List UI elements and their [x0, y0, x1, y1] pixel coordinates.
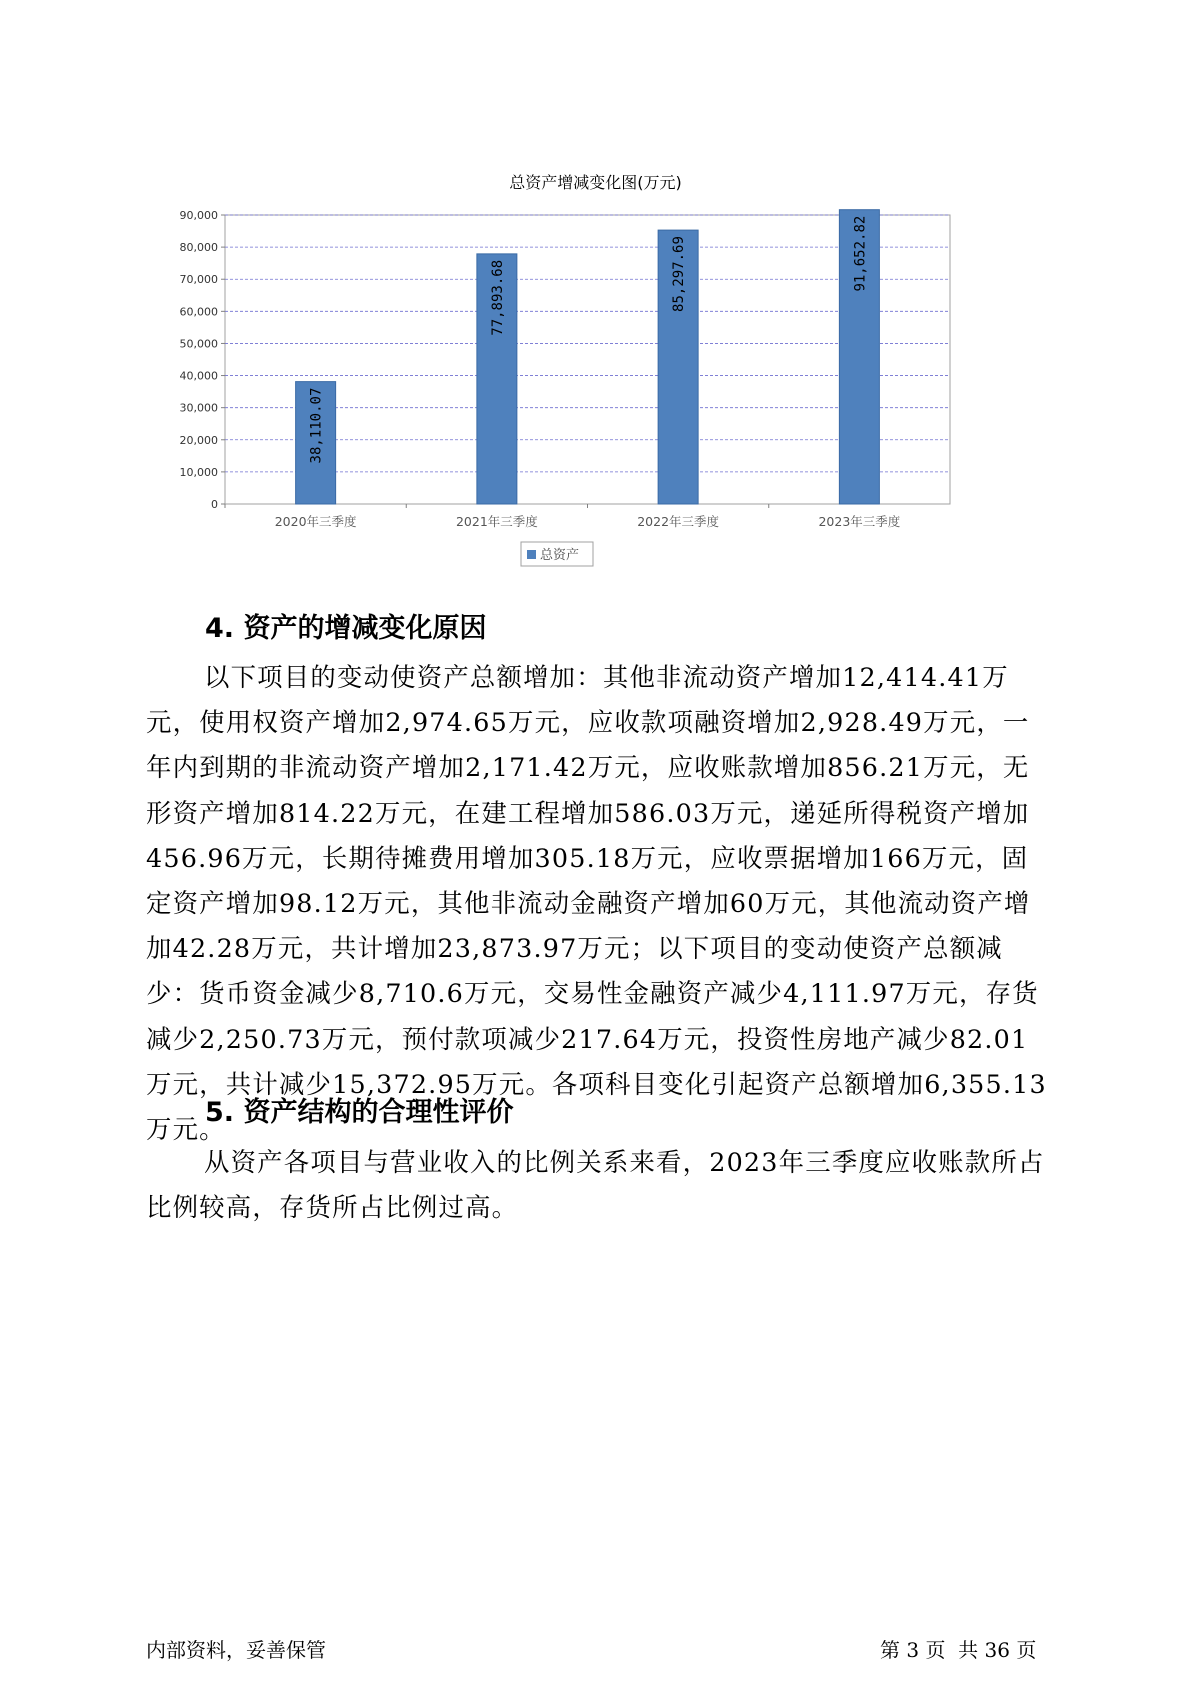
footer-page-number: 第 3 页 共 36 页 — [880, 1638, 1037, 1662]
y-tick-label: 20,000 — [179, 433, 218, 447]
y-tick-label: 80,000 — [179, 241, 218, 255]
y-tick-label: 0 — [211, 498, 218, 511]
y-tick-label: 70,000 — [179, 273, 218, 287]
y-tick-label: 10,000 — [179, 465, 218, 479]
data-label: 77,893.68 — [489, 259, 506, 336]
y-tick-label: 60,000 — [179, 305, 218, 319]
y-tick-label: 30,000 — [179, 401, 218, 415]
footer-confidential-note: 内部资料，妥善保管 — [146, 1638, 326, 1662]
data-label: 85,297.69 — [671, 236, 688, 312]
x-tick-label: 2021年三季度 — [455, 514, 538, 529]
y-tick-label: 90,000 — [179, 209, 218, 222]
section-4-heading: 4. 资产的增减变化原因 — [205, 613, 487, 644]
section-4-body: 以下项目的变动使资产总额增加：其他非流动资产增加12,414.41万元，使用权资产增加2,974.65万元，应收款项融资增加2,928.49万元，一年内到期的非流动资产增加2,171.42万元，应收账款增加856.21万元，无形资产增加814.22万元，在建工程增加586.03万元，递延所得税资产增加456.96万元，长期待摊费用增加305.18万元，应收票据增加166万元，固定资产增加98.12万元，其他非流动金融资产增加60万元，其他流动资产增加42.28万元，共计增加23,873.97万元；以下项目的变动使资产总额减少：货币资金减少8,710.6万元，交易性金融资产减少4,111.97万元，存货减少2,250.73万元，预付款项减少217.64万元，投资性房地产减少82.01万元，共计减少15,372.95万元。各项科目变化引起资产总额增加6,355.13万元。 — [146, 662, 1047, 1145]
y-tick-label: 50,000 — [179, 337, 218, 351]
legend-label: 总资产 — [540, 548, 580, 563]
chart-title: 总资产增减变化图(万元) — [509, 173, 682, 192]
data-label: 91,652.82 — [852, 215, 869, 292]
data-label: 38,110.07 — [308, 387, 325, 464]
total-assets-bar-chart — [140, 205, 960, 585]
section-5-body: 从资产各项目与营业收入的比例关系来看，2023年三季度应收账款所占比例较高，存货所占比例过高。 — [146, 1147, 1045, 1223]
x-tick-label: 2020年三季度 — [274, 514, 357, 529]
section-5-heading: 5. 资产结构的合理性评价 — [205, 1097, 514, 1128]
x-tick-label: 2022年三季度 — [637, 514, 720, 529]
x-tick-label: 2023年三季度 — [818, 514, 901, 529]
y-tick-label: 40,000 — [179, 369, 218, 383]
legend-swatch — [527, 550, 536, 559]
